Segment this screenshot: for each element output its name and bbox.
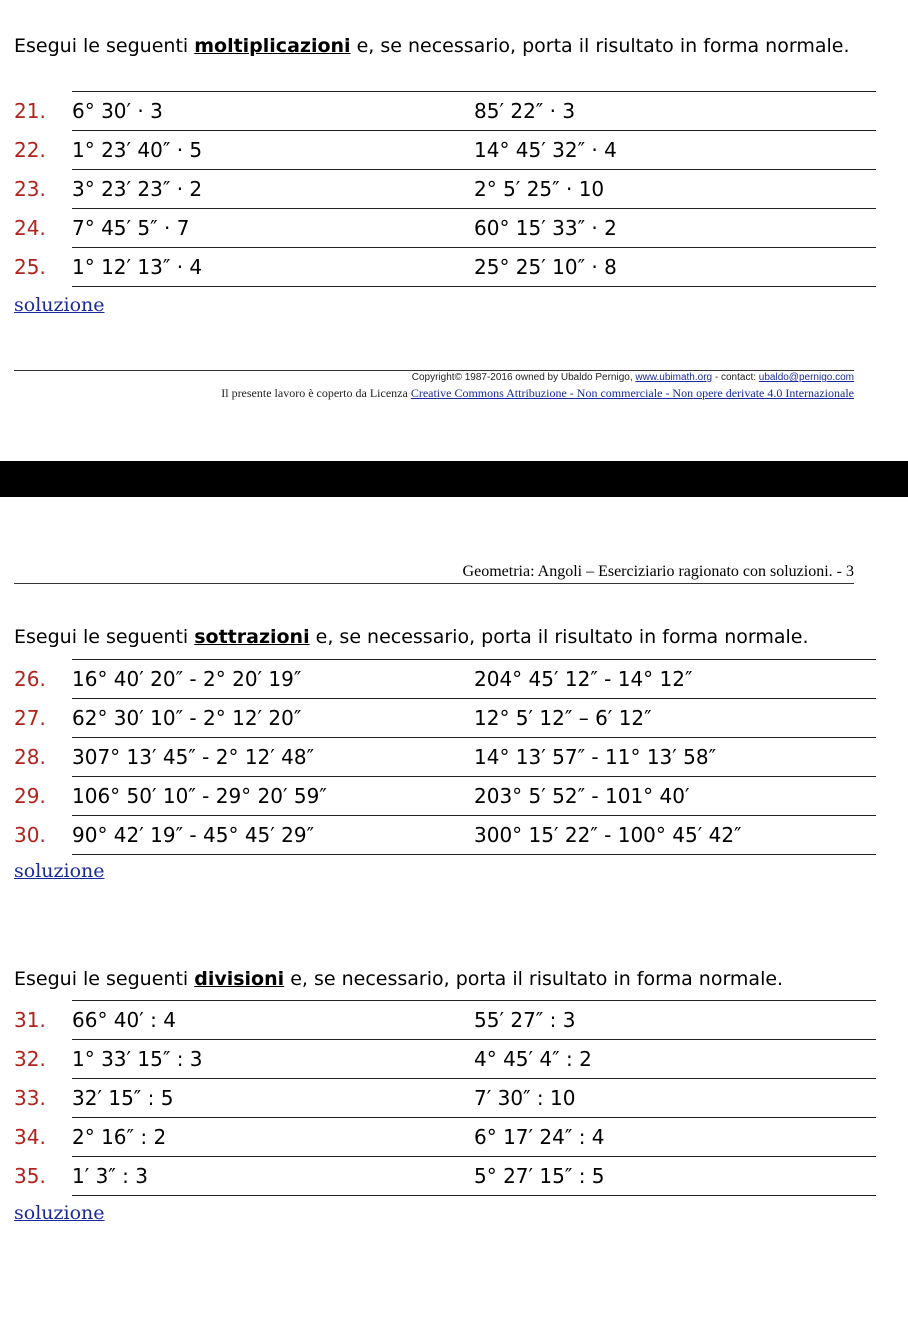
exercise-right: 25° 25′ 10″ · 8 xyxy=(474,248,876,287)
exercise-left: 1° 12′ 13″ · 4 xyxy=(72,248,474,287)
exercise-right: 55′ 27″ : 3 xyxy=(474,1001,876,1040)
exercise-number: 31. xyxy=(14,1008,46,1032)
email-link[interactable]: ubaldo@pernigo.com xyxy=(758,372,854,383)
exercise-left: 32′ 15″ : 5 xyxy=(72,1079,474,1118)
exercise-right: 12° 5′ 12″ – 6′ 12″ xyxy=(474,699,876,738)
exercise-row xyxy=(14,1157,876,1196)
exercise-left: 16° 40′ 20″ - 2° 20′ 19″ xyxy=(72,660,474,699)
exercise-number: 29. xyxy=(14,784,46,808)
exercise-left: 1° 23′ 40″ · 5 xyxy=(72,131,474,170)
license-line xyxy=(221,386,854,401)
exercise-left: 6° 30′ · 3 xyxy=(72,92,474,131)
exercise-left: 7° 45′ 5″ · 7 xyxy=(72,209,474,248)
contact-text: - contact: xyxy=(712,372,759,383)
exercise-number: 26. xyxy=(14,667,46,691)
license-link[interactable]: Creative Commons Attribuzione - Non commerciale - Non opere derivate 4.0 Internazionale xyxy=(410,386,854,400)
exercise-number: 35. xyxy=(14,1164,46,1188)
intro-text: Esegui le seguenti xyxy=(14,626,195,648)
exercise-row xyxy=(14,738,876,777)
exercise-left: 2° 16″ : 2 xyxy=(72,1118,474,1157)
solution-link[interactable]: soluzione xyxy=(14,860,105,882)
exercise-right: 2° 5′ 25″ · 10 xyxy=(474,170,876,209)
exercise-row xyxy=(14,816,876,855)
copyright-text: Copyright© 1987-2016 owned by Ubaldo Pernigo, xyxy=(411,372,636,383)
solution-link[interactable]: soluzione xyxy=(14,1202,105,1224)
intro-text: Esegui le seguenti xyxy=(14,968,195,990)
copyright-line xyxy=(412,372,854,383)
intro-keyword: moltiplicazioni xyxy=(194,35,351,57)
exercise-left: 66° 40′ : 4 xyxy=(72,1001,474,1040)
exercise-row xyxy=(14,699,876,738)
exercise-row xyxy=(14,1001,876,1040)
intro-keyword: sottrazioni xyxy=(194,626,310,648)
exercise-row xyxy=(14,660,876,699)
exercise-right: 5° 27′ 15″ : 5 xyxy=(474,1157,876,1196)
exercise-right: 14° 45′ 32″ · 4 xyxy=(474,131,876,170)
website-link[interactable]: www.ubimath.org xyxy=(635,372,713,383)
page-header-title: Geometria: Angoli – Eserciziario ragionato con soluzioni. - 3 xyxy=(462,563,854,580)
page-break-band xyxy=(0,461,908,497)
exercise-left: 307° 13′ 45″ - 2° 12′ 48″ xyxy=(72,738,474,777)
exercise-left: 3° 23′ 23″ · 2 xyxy=(72,170,474,209)
exercise-right: 60° 15′ 33″ · 2 xyxy=(474,209,876,248)
exercise-row xyxy=(14,248,876,287)
exercise-number: 28. xyxy=(14,745,46,769)
intro-keyword: divisioni xyxy=(194,968,285,990)
intro-text: e, se necessario, porta il risultato in forma normale. xyxy=(309,626,809,648)
solution-link[interactable]: soluzione xyxy=(14,294,105,316)
exercise-right: 7′ 30″ : 10 xyxy=(474,1079,876,1118)
exercise-row xyxy=(14,92,876,131)
exercise-row xyxy=(14,1118,876,1157)
section3-instructions xyxy=(14,967,783,991)
intro-text: e, se necessario, porta il risultato in forma normale. xyxy=(350,35,850,57)
exercise-left: 106° 50′ 10″ - 29° 20′ 59″ xyxy=(72,777,474,816)
exercise-row xyxy=(14,777,876,816)
exercise-number: 30. xyxy=(14,823,46,847)
footer-divider xyxy=(14,370,854,371)
exercise-right: 6° 17′ 24″ : 4 xyxy=(474,1118,876,1157)
exercise-row xyxy=(14,209,876,248)
exercise-number: 33. xyxy=(14,1086,46,1110)
exercise-right: 14° 13′ 57″ - 11° 13′ 58″ xyxy=(474,738,876,777)
exercise-number: 34. xyxy=(14,1125,46,1149)
section2-instructions xyxy=(14,625,809,649)
exercise-number: 21. xyxy=(14,99,46,123)
intro-text: e, se necessario, porta il risultato in forma normale. xyxy=(284,968,784,990)
division-exercises-table xyxy=(14,1000,876,1196)
exercise-right: 204° 45′ 12″ - 14° 12″ xyxy=(474,660,876,699)
exercise-left: 62° 30′ 10″ - 2° 12′ 20″ xyxy=(72,699,474,738)
exercise-number: 27. xyxy=(14,706,46,730)
exercise-left: 1′ 3″ : 3 xyxy=(72,1157,474,1196)
exercise-number: 22. xyxy=(14,138,46,162)
exercise-left: 1° 33′ 15″ : 3 xyxy=(72,1040,474,1079)
exercise-number: 23. xyxy=(14,177,46,201)
exercise-number: 24. xyxy=(14,216,46,240)
exercise-row xyxy=(14,131,876,170)
exercise-number: 32. xyxy=(14,1047,46,1071)
exercise-row xyxy=(14,1079,876,1118)
exercise-right: 85′ 22″ · 3 xyxy=(474,92,876,131)
multiplication-exercises-table xyxy=(14,91,876,287)
exercise-row xyxy=(14,1040,876,1079)
intro-text: Esegui le seguenti xyxy=(14,35,195,57)
exercise-row xyxy=(14,170,876,209)
exercise-number: 25. xyxy=(14,255,46,279)
header-divider xyxy=(14,583,854,584)
subtraction-exercises-table xyxy=(14,659,876,855)
exercise-left: 90° 42′ 19″ - 45° 45′ 29″ xyxy=(72,816,474,855)
exercise-right: 203° 5′ 52″ - 101° 40′ xyxy=(474,777,876,816)
section1-instructions xyxy=(14,34,854,58)
exercise-right: 300° 15′ 22″ - 100° 45′ 42″ xyxy=(474,816,876,855)
exercise-right: 4° 45′ 4″ : 2 xyxy=(474,1040,876,1079)
license-text: Il presente lavoro è coperto da Licenza xyxy=(221,386,411,400)
